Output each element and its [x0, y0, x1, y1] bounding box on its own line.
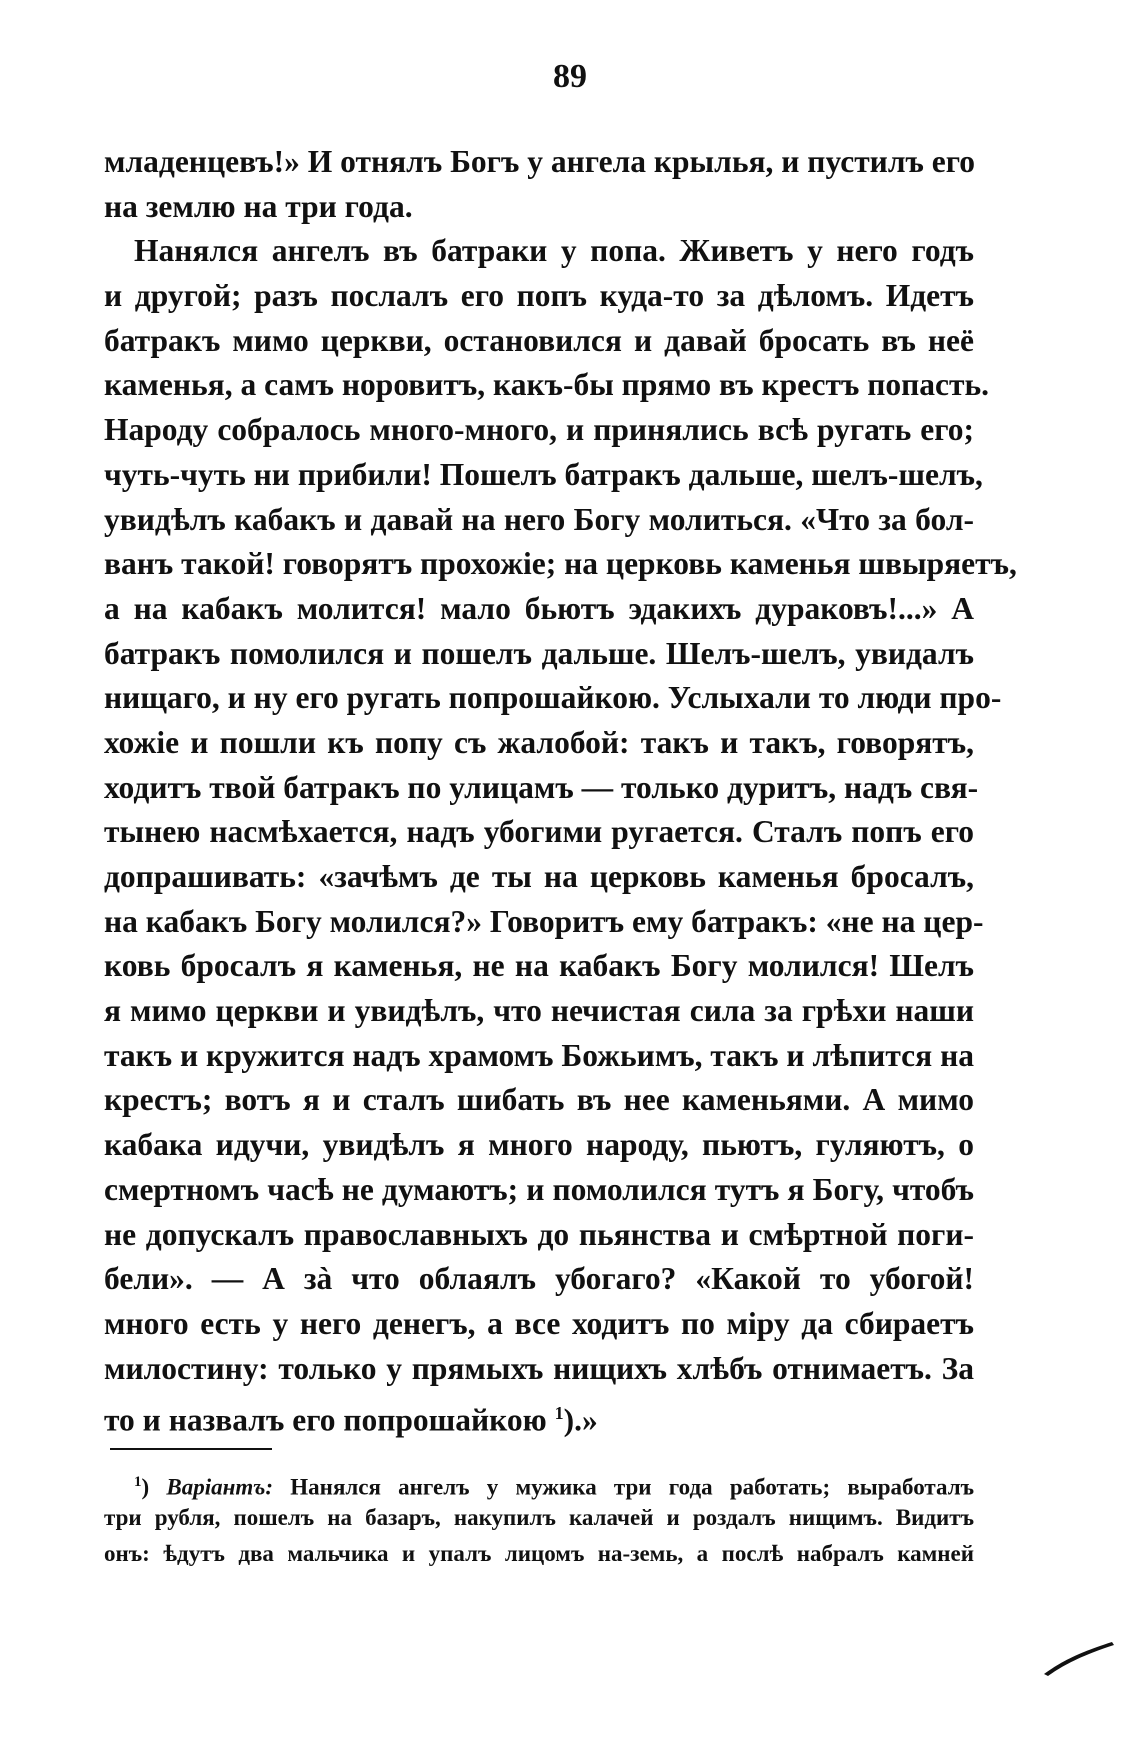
text-line: смертномъ часѣ не думаютъ; и помолился тутъ я Богу, чтобъ	[104, 1171, 974, 1207]
final-line-text: то и назвалъ его попрошайкою	[104, 1402, 547, 1438]
text-line: на землю на три года.	[104, 188, 413, 224]
footnote-line: три рубля, пошелъ на базаръ, накупилъ калачей и роздалъ нищимъ. Видитъ	[104, 1505, 974, 1530]
text-line: ванъ такой! говорятъ прохожіе; на церковь каменья швыряетъ,	[104, 546, 1017, 582]
text-line: кабака идучи, увидѣлъ я много народу, пьютъ, гуляютъ, о	[104, 1127, 974, 1163]
footnote-marker: 1	[134, 1474, 142, 1490]
text-line: и другой; разъ послалъ его попъ куда-то за дѣломъ. Идетъ	[104, 278, 974, 314]
text-line: на кабакъ Богу молился?» Говоритъ ему батракъ: «не на цер-	[104, 903, 984, 939]
ink-stroke-mark	[1040, 1628, 1120, 1678]
text-line: бели». — А зà что облаялъ убогаго? «Какой то убогой!	[104, 1261, 974, 1297]
final-line-end: ).»	[563, 1402, 598, 1438]
text-line: батракъ помолился и пошелъ дальше. Шелъ-шелъ, увидалъ	[104, 635, 974, 671]
text-line: я мимо церкви и увидѣлъ, что нечистая сила за грѣхи наши	[104, 993, 974, 1029]
footnote-label: Варіантъ:	[166, 1474, 274, 1500]
text-line: тынею насмѣхается, надъ убогими ругается. Сталъ попъ его	[104, 814, 974, 850]
footnote-line: онъ: ѣдутъ два мальчика и упалъ лицомъ на-земь, а послѣ набралъ камней	[104, 1541, 974, 1566]
footnote	[104, 1464, 974, 1572]
main-text	[104, 140, 1017, 1438]
text-line: а на кабакъ молится! мало бьютъ эдакихъ дураковъ!...» А	[104, 590, 974, 626]
text-line: увидѣлъ кабакъ и давай на него Богу молиться. «Что за бол-	[104, 501, 974, 537]
text-line-final	[104, 1391, 974, 1436]
text-line: батракъ мимо церкви, остановился и давай бросать въ неё	[104, 322, 974, 358]
footnote-line-text: Нанялся ангелъ у мужика три года работать; выработалъ	[290, 1474, 975, 1500]
footnote-divider	[110, 1448, 272, 1450]
text-line: ходитъ твой батракъ по улицамъ — только дуритъ, надъ свя-	[104, 769, 979, 805]
page-number: 89	[553, 58, 587, 95]
text-line: крестъ; вотъ я и сталъ шибать въ нее каменьями. А мимо	[104, 1082, 974, 1118]
text-line: милостину: только у прямыхъ нищихъ хлѣбъ отнимаетъ. За	[104, 1350, 974, 1386]
footnote-reference[interactable]: 1	[554, 1403, 564, 1424]
text-line: допрашивать: «зачѣмъ де ты на церковь каменья бросалъ,	[104, 859, 974, 894]
text-line: чуть-чуть ни прибили! Пошелъ батракъ дальше, шелъ-шелъ,	[104, 456, 983, 492]
text-line: ковь бросалъ я каменья, не на кабакъ Богу молился! Шелъ	[104, 948, 974, 984]
text-line: каменья, а самъ норовитъ, какъ-бы прямо въ крестъ попасть.	[104, 367, 990, 403]
text-line: Народу собралось много-много, и принялись всѣ ругать его;	[104, 412, 974, 448]
text-line: младенцевъ!» И отнялъ Богъ у ангела крылья, и пустилъ его	[104, 144, 975, 179]
text-line: нищаго, и ну его ругать попрошайкою. Услыхали то люди про-	[104, 680, 1002, 716]
text-line: хожіе и пошли къ попу съ жалобой: такъ и такъ, говорятъ,	[104, 724, 974, 760]
text-line: много есть у него денегъ, а все ходитъ по міру да сбираетъ	[104, 1305, 974, 1341]
text-line: Нанялся ангелъ въ батраки у попа. Живетъ у него годъ	[134, 233, 974, 269]
text-line: такъ и кружится надъ храмомъ Божьимъ, такъ и лѣпится на	[104, 1037, 974, 1073]
footnote-line: $^1$) Варіантъ: Нанялся ангелъ у мужика три года работать; выработалъ	[134, 1474, 975, 1500]
text-line: не допускалъ православныхъ до пьянства и смѣртной поги-	[104, 1216, 974, 1252]
